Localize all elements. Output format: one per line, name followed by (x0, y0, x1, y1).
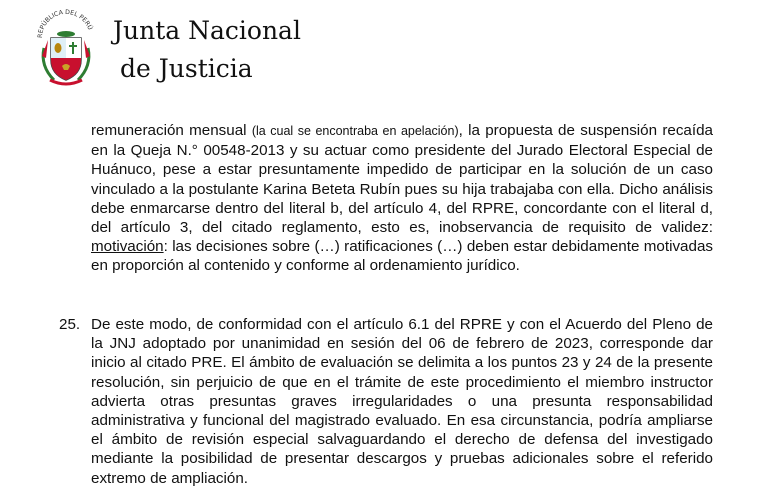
p1-underlined-term: motivación (91, 238, 164, 256)
p1-parenthetical: (la cual se encontraba en apelación) (251, 124, 459, 138)
paragraph-25: De este modo, de conformidad con el artículo 6.1 del RPRE y con el Acuerdo del Pleno de la JNJ adoptado por unanimidad en sesión del 06 de febrero de 2023, corresponde dar inicio al citado PRE. El ámbito de evaluación se delimita a los puntos 23 y 24 de la presente resolución, sin perjuicio de que en el trámite de este procedimiento el miembro instructor advierta otras presuntas graves irregularidades o una presunta responsabilidad administrativa y funcional del magistrado evaluado. En esa circunstancia, podría ampliarse el ámbito de revisión especial salvaguardando el derecho de defensa del investigado mediante la posibilidad de presentar descargos y pruebas adicionales sobre el referido extremo de ampliación. (91, 316, 713, 487)
seal-text: REPÚBLICA DEL PERÚ (36, 8, 94, 39)
p1-text-c: : las decisiones sobre (…) ratificaciones (…) deben estar debidamente motivadas en proporción al contenido y conforme al ordenamiento jurídico. (91, 238, 713, 275)
institution-name-line2: de Justicia (120, 54, 253, 83)
paragraph-number: 25. (59, 316, 81, 333)
p1-text-b: , la propuesta de suspensión recaída en la Queja N.° 00548-2013 y su actuar como presidente del Jurado Electoral Especial de Huánuco, pese a estar presuntamente impedido de participar en la solución de un caso vinculado a la postulante Karina Beteta Rubín pues su hija trabajaba con ella. Dicho análisis debe enmarcarse dentro del literal b, del artículo 4, del RPRE, concordante con el literal d, del artículo 3, del citado reglamento, esto es, inobservancia de requisito de validez: (91, 122, 713, 237)
institution-name-line1: Junta Nacional (113, 16, 301, 45)
page-header (0, 0, 778, 100)
peru-coat-of-arms-icon (34, 8, 98, 88)
p1-text-a: remuneración mensual (91, 122, 252, 139)
paragraph-continuation (91, 121, 713, 276)
